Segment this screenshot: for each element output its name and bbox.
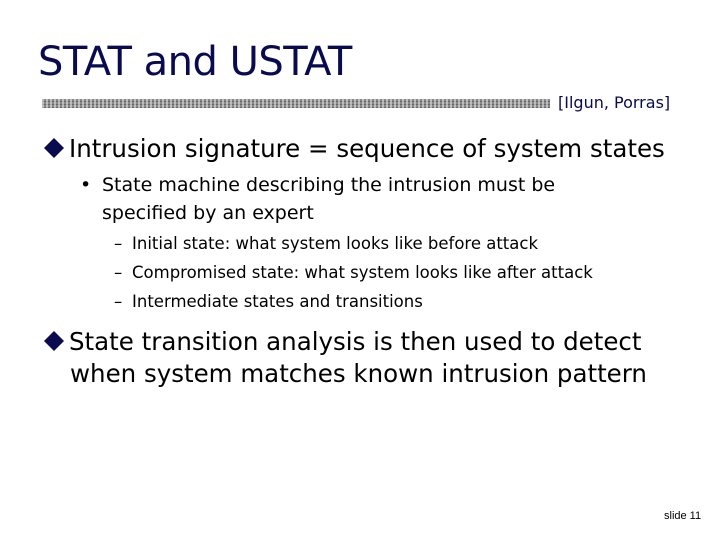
bullet-1-text: Intrusion signature = sequence of system states [69, 134, 665, 163]
bullet-1 [44, 133, 665, 165]
title-divider [42, 99, 550, 108]
sub-bullet-1-line1: State machine describing the intrusion must be [102, 174, 556, 196]
dash-bullet-icon: – [114, 263, 123, 282]
dash-bullet-icon: – [114, 234, 123, 253]
slide-title: STAT and USTAT [38, 39, 352, 85]
dash-bullet-icon: – [114, 292, 123, 311]
sub-bullet-1 [80, 172, 555, 199]
citation: [Ilgun, Porras] [558, 93, 671, 112]
dash-item-2 [114, 261, 593, 285]
dot-bullet-icon: • [80, 174, 92, 196]
bullet-2 [44, 326, 641, 358]
dash-item-2-text: Compromised state: what system looks like after attack [132, 263, 593, 282]
dash-item-3 [114, 290, 423, 314]
diamond-bullet-icon [44, 331, 64, 351]
dash-item-1 [114, 232, 538, 256]
bullet-2-line1: State transition analysis is then used to detect [69, 327, 642, 356]
bullet-2-cont: when system matches known intrusion pattern [70, 359, 647, 388]
dash-item-1-text: Initial state: what system looks like before attack [132, 234, 539, 253]
diamond-bullet-icon [44, 138, 64, 158]
sub-bullet-1-cont: specified by an expert [102, 202, 314, 224]
dash-item-3-text: Intermediate states and transitions [132, 292, 423, 311]
slide-number: slide 11 [664, 510, 702, 522]
